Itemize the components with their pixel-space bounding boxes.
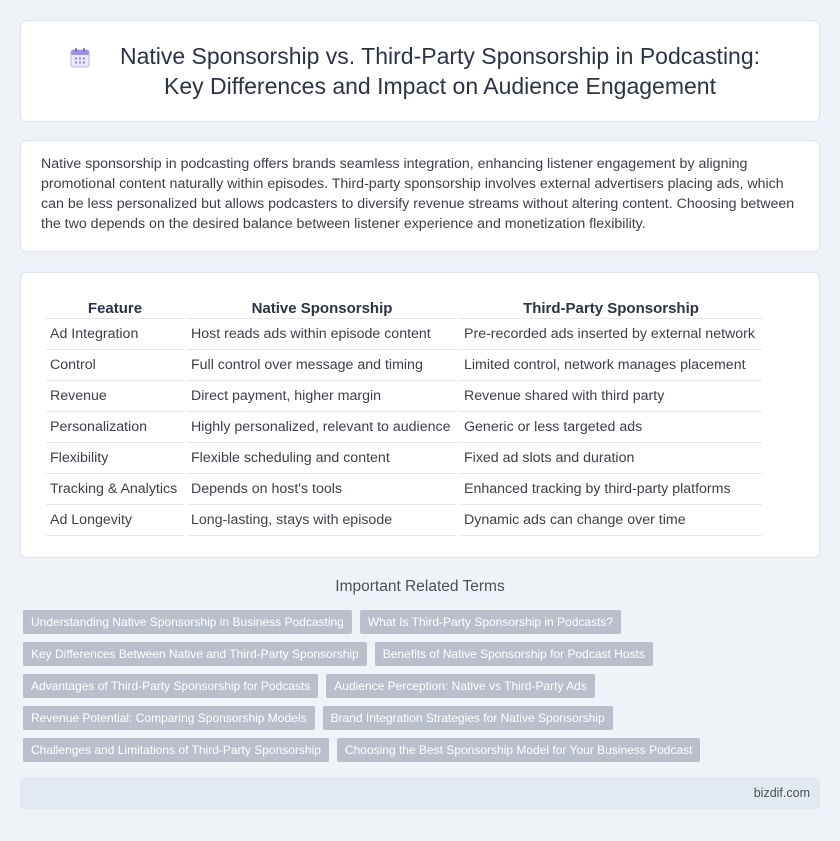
- table-cell: Direct payment, higher margin: [187, 381, 457, 412]
- table-row: [46, 474, 762, 505]
- table-cell: Revenue shared with third party: [460, 381, 762, 412]
- related-term-tag[interactable]: Audience Perception: Native vs Third-Party Ads: [326, 674, 595, 698]
- table-cell: Flexible scheduling and content: [187, 443, 457, 474]
- table-cell: Host reads ads within episode content: [187, 319, 457, 350]
- table-cell: Enhanced tracking by third-party platforms: [460, 474, 762, 505]
- table-row: [46, 350, 762, 381]
- footer-site-link[interactable]: bizdif.com: [753, 786, 810, 800]
- table-cell: Dynamic ads can change over time: [460, 505, 762, 536]
- related-terms-list: [23, 610, 823, 770]
- table-cell: Flexibility: [46, 443, 184, 474]
- page-title: Native Sponsorship vs. Third-Party Sponsorship in Podcasting: Key Differences and Impact on Audience Engagement: [119, 43, 761, 99]
- table-cell: Pre-recorded ads inserted by external network: [460, 319, 762, 350]
- table-cell: Generic or less targeted ads: [460, 412, 762, 443]
- table-cell: Tracking & Analytics: [46, 474, 184, 505]
- table-cell: Ad Longevity: [46, 505, 184, 536]
- related-term-tag[interactable]: What Is Third-Party Sponsorship in Podcasts?: [360, 610, 621, 634]
- header-card: [20, 20, 820, 122]
- comparison-table-card: [20, 272, 820, 558]
- related-term-tag[interactable]: Brand Integration Strategies for Native Sponsorship: [323, 706, 613, 730]
- table-cell: Fixed ad slots and duration: [460, 443, 762, 474]
- related-terms-title: Important Related Terms: [335, 578, 505, 595]
- tag-row: [23, 738, 823, 762]
- table-row: [46, 443, 762, 474]
- table-row: [46, 412, 762, 443]
- table-cell: Highly personalized, relevant to audience: [187, 412, 457, 443]
- column-header-native: Native Sponsorship: [187, 295, 457, 319]
- table-row: [46, 319, 762, 350]
- related-term-tag[interactable]: Key Differences Between Native and Third-Party Sponsorship: [23, 642, 367, 666]
- related-term-tag[interactable]: Revenue Potential: Comparing Sponsorship Models: [23, 706, 315, 730]
- table-cell: Personalization: [46, 412, 184, 443]
- table-header-row: [46, 295, 762, 319]
- comparison-table: [43, 295, 765, 536]
- table-cell: Full control over message and timing: [187, 350, 457, 381]
- table-cell: Control: [46, 350, 184, 381]
- table-row: [46, 381, 762, 412]
- related-term-tag[interactable]: Challenges and Limitations of Third-Party Sponsorship: [23, 738, 329, 762]
- tag-row: [23, 706, 823, 730]
- column-header-third-party: Third-Party Sponsorship: [460, 295, 762, 319]
- related-term-tag[interactable]: Advantages of Third-Party Sponsorship for Podcasts: [23, 674, 318, 698]
- summary-text: Native sponsorship in podcasting offers brands seamless integration, enhancing listener engagement by aligning promotional content naturally within episodes. Third-party sponsorship involves external advertisers placing ads, which can be less personalized but allows podcasters to diversify revenue streams without altering content. Choosing between the two depends on the desired balance between listener experience and monetization flexibility.: [41, 156, 795, 232]
- related-term-tag[interactable]: Benefits of Native Sponsorship for Podcast Hosts: [375, 642, 653, 666]
- summary-card: [20, 140, 820, 252]
- tag-row: [23, 610, 823, 634]
- table-cell: Ad Integration: [46, 319, 184, 350]
- table-cell: Revenue: [46, 381, 184, 412]
- tag-row: [23, 674, 823, 698]
- table-cell: Depends on host's tools: [187, 474, 457, 505]
- related-term-tag[interactable]: Understanding Native Sponsorship in Business Podcasting: [23, 610, 352, 634]
- footer: [20, 777, 820, 809]
- tag-row: [23, 642, 823, 666]
- table-cell: Long-lasting, stays with episode: [187, 505, 457, 536]
- table-row: [46, 505, 762, 536]
- table-cell: Limited control, network manages placement: [460, 350, 762, 381]
- related-term-tag[interactable]: Choosing the Best Sponsorship Model for Your Business Podcast: [337, 738, 701, 762]
- column-header-feature: Feature: [46, 295, 184, 319]
